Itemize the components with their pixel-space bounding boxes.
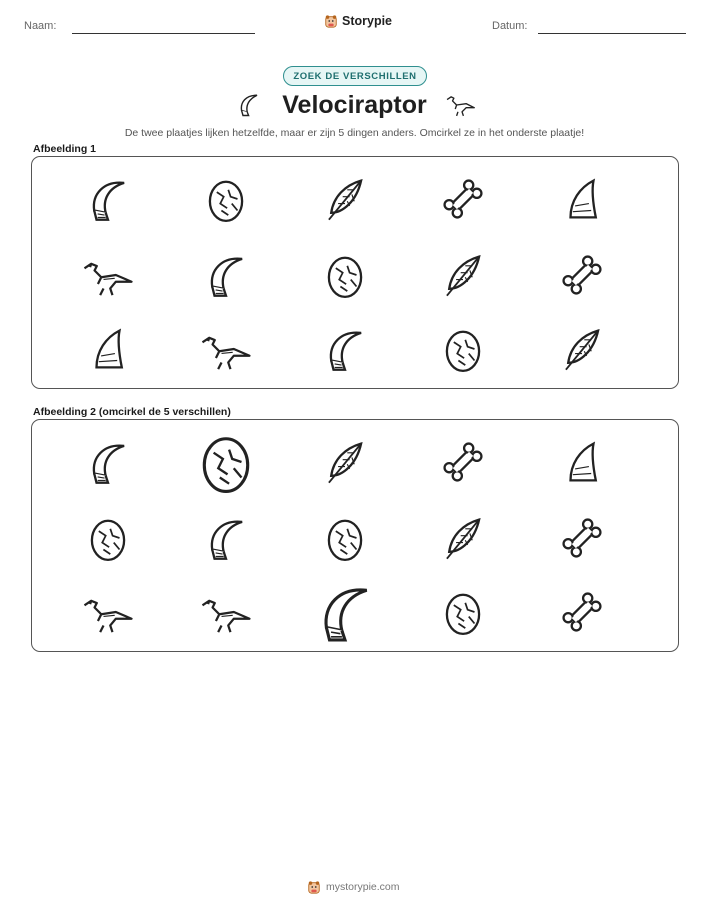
claw-icon[interactable] [314,581,376,643]
picture2-label: Afbeelding 2 (omcirkel de 5 verschillen) [33,406,231,418]
egg-icon[interactable] [322,515,368,561]
feather-icon[interactable] [322,439,368,485]
egg-icon [203,176,249,222]
egg-icon[interactable] [440,589,486,635]
brand-logo [324,14,392,28]
footer [307,880,400,894]
claw-icon [203,252,249,298]
velociraptor-icon[interactable] [198,589,254,635]
feather-icon [322,176,368,222]
brand-name: Storypie [342,14,393,28]
date-field[interactable] [538,33,686,34]
claw-icon[interactable] [85,439,131,485]
bone-icon[interactable] [559,515,605,561]
egg-icon [440,326,486,372]
velociraptor-icon [80,252,136,298]
storypie-logo-icon [307,880,321,894]
date-label: Datum: [492,20,528,32]
picture1-panel [31,156,679,389]
feather-icon [559,326,605,372]
tooth-icon [85,326,131,372]
footer-site: mystorypie.com [326,881,400,893]
bone-icon [559,252,605,298]
claw-icon[interactable] [203,515,249,561]
storypie-logo-icon [324,14,338,28]
bone-icon[interactable] [559,589,605,635]
worksheet-badge: ZOEK DE VERSCHILLEN [283,66,427,86]
tooth-icon[interactable] [559,439,605,485]
name-label: Naam: [24,20,57,32]
velociraptor-icon [443,90,477,120]
feather-icon [440,252,486,298]
claw-icon [322,326,368,372]
feather-icon[interactable] [440,515,486,561]
instructions: De twee plaatjes lijken hetzelfde, maar er zijn 5 dingen anders. Omcirkel ze in het onderste plaatje! [124,127,585,139]
bone-icon [440,176,486,222]
egg-icon [322,252,368,298]
claw-icon [85,176,131,222]
name-field[interactable] [72,33,255,34]
velociraptor-icon[interactable] [80,589,136,635]
picture2-panel[interactable] [31,419,679,652]
page-title: Velociraptor [282,91,427,119]
egg-icon[interactable] [195,431,257,493]
velociraptor-icon [198,326,254,372]
tooth-icon [559,176,605,222]
bone-icon[interactable] [440,439,486,485]
picture1-label: Afbeelding 1 [33,143,97,155]
egg-icon[interactable] [85,515,131,561]
